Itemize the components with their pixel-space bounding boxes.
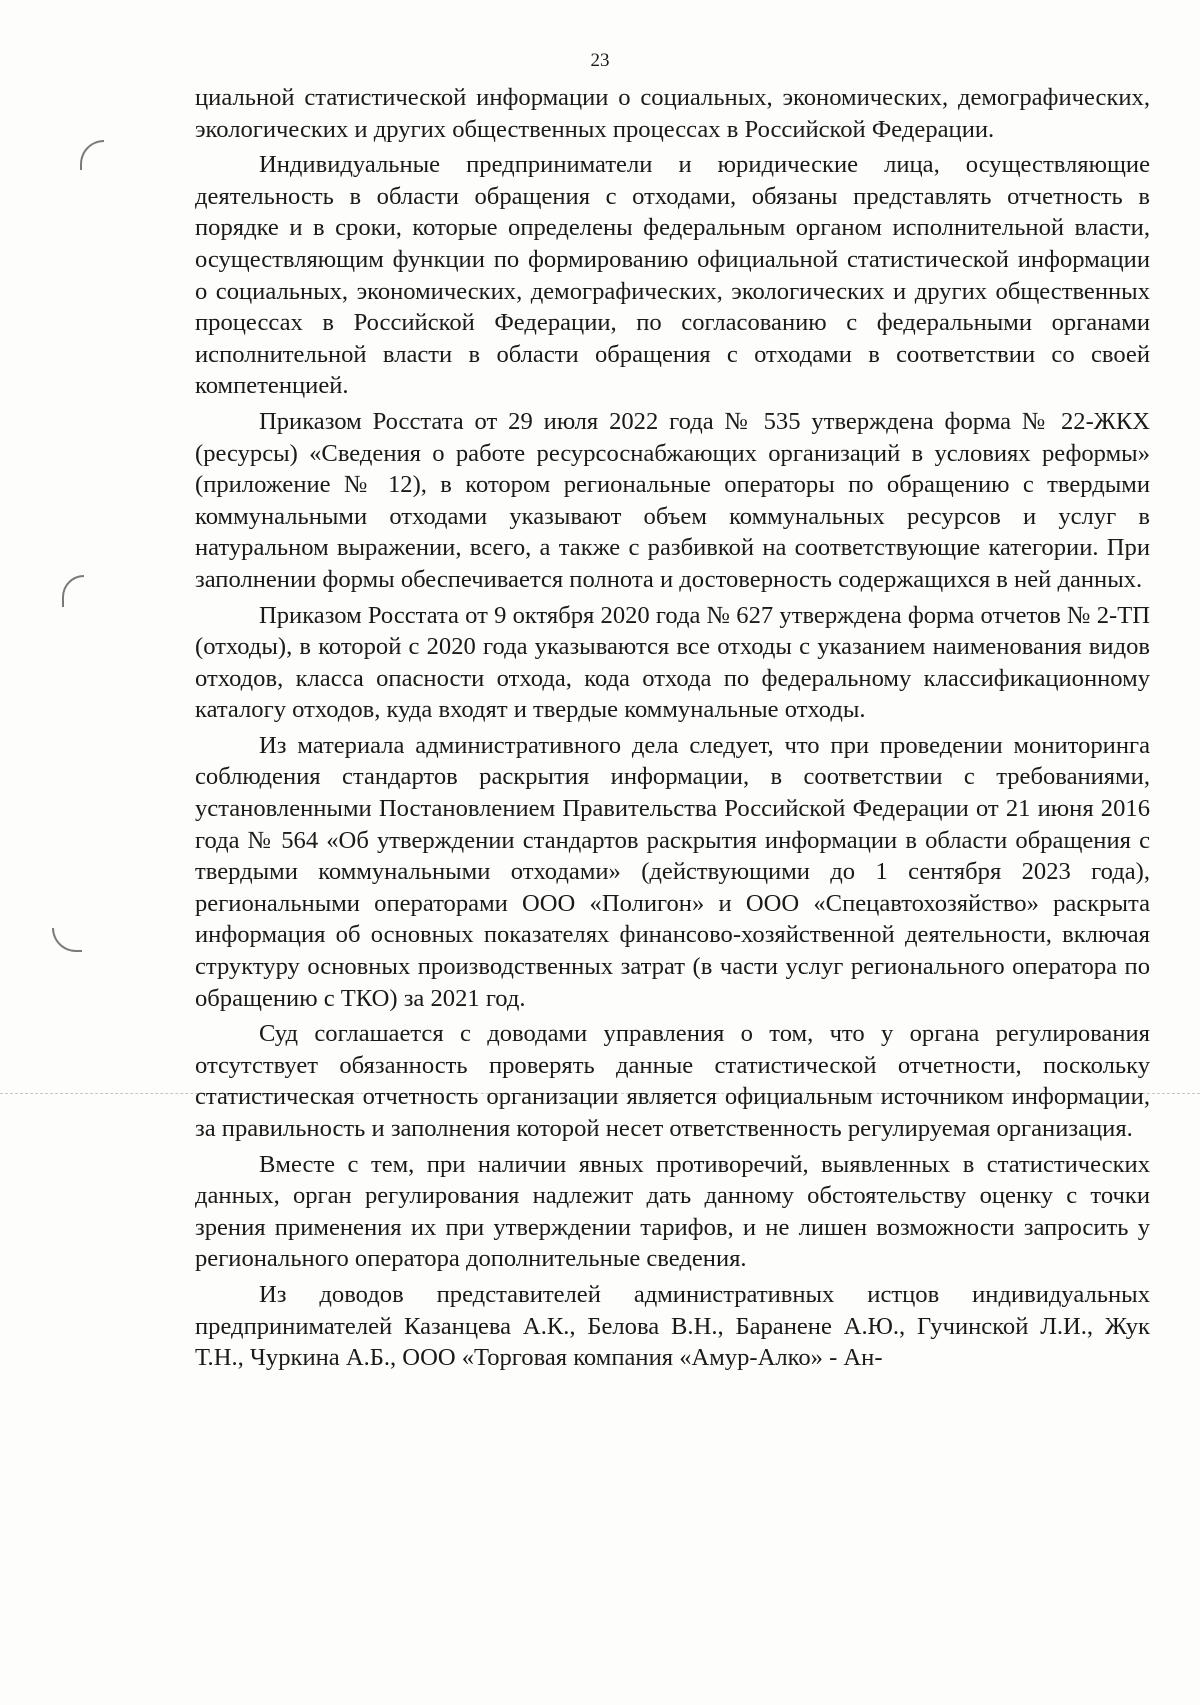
paragraph: Из доводов представителей административных истцов индивидуальных предпринимателей Казанцева А.К., Белова В.Н., Баранене А.Ю., Гучинской Л.И., Жук Т.Н., Чуркина А.Б., ООО «Торговая компания «Амур-Алко» - Ан-: [195, 1280, 1150, 1372]
margin-punch-mark: [52, 928, 82, 952]
margin-punch-mark: [62, 575, 84, 607]
paragraph: Приказом Росстата от 29 июля 2022 года № 535 утверждена форма № 22-ЖКХ (ресурсы) «Сведения о работе ресурсоснабжающих организаций в условиях реформы» (приложение № 12), в котором региональные операторы по обращению с твердыми коммунальными отходами указывают объем коммунальных ресурсов и услуг в натуральном выражении, всего, а также с разбивкой на соответствующие категории. При заполнении формы обеспечивается полнота и достоверность содержащихся в ней данных.: [195, 407, 1150, 593]
paragraph: Вместе с тем, при наличии явных противоречий, выявленных в статистических данных, орган регулирования надлежит дать данному обстоятельству оценку с точки зрения применения их при утверждении тарифов, и не лишен возможности запросить у регионального оператора дополнительные сведения.: [195, 1150, 1150, 1273]
document-body: [195, 82, 1150, 1378]
paragraph: Суд соглашается с доводами управления о том, что у органа регулирования отсутствует обязанность проверять данные статистической отчетности, поскольку статистическая отчетность организации является официальным источником информации, за правильность и заполнения которой несет ответственность регулируемая организация.: [195, 1020, 1150, 1142]
paragraph: Приказом Росстата от 9 октября 2020 года № 627 утверждена форма отчетов № 2-ТП (отходы), в которой с 2020 года указываются все отходы с указанием наименования видов отходов, класса опасности отхода, кода отхода по федеральному классификационному каталогу отходов, куда входят и твердые коммунальные отходы.: [195, 601, 1150, 724]
paragraph: Из материала административного дела следует, что при проведении мониторинга соблюдения стандартов раскрытия информации, в соответствии с требованиями, установленными Постановлением Правительства Российской Федерации от 21 июня 2016 года № 564 «Об утверждении стандартов раскрытия информации в области обращения с твердыми коммунальными отходами» (действующими до 1 сентября 2023 года), региональными операторами ООО «Полигон» и ООО «Спецавтохозяйство» раскрыта информация об основных показателях финансово-хозяйственной деятельности, включая структуру основных производственных затрат (в части услуг регионального оператора по обращению с ТКО) за 2021 год.: [195, 731, 1150, 1012]
margin-punch-mark: [80, 140, 104, 170]
paragraph: Индивидуальные предприниматели и юридические лица, осуществляющие деятельность в области обращения с отходами, обязаны представлять отчетность в порядке и в сроки, которые определены федеральным органом исполнительной власти, осуществляющим функции по формированию официальной статистической информации о социальных, экономических, демографических, экологических и других общественных процессах в Российской Федерации, по согласованию с федеральными органами исполнительной власти в области обращения с отходами в соответствии со своей компетенцией.: [195, 151, 1150, 400]
paragraph-continuation: циальной статистической информации о социальных, экономических, демографических, экологических и других общественных процессах в Российской Федерации.: [195, 84, 1150, 143]
page-number: 23: [590, 50, 610, 71]
